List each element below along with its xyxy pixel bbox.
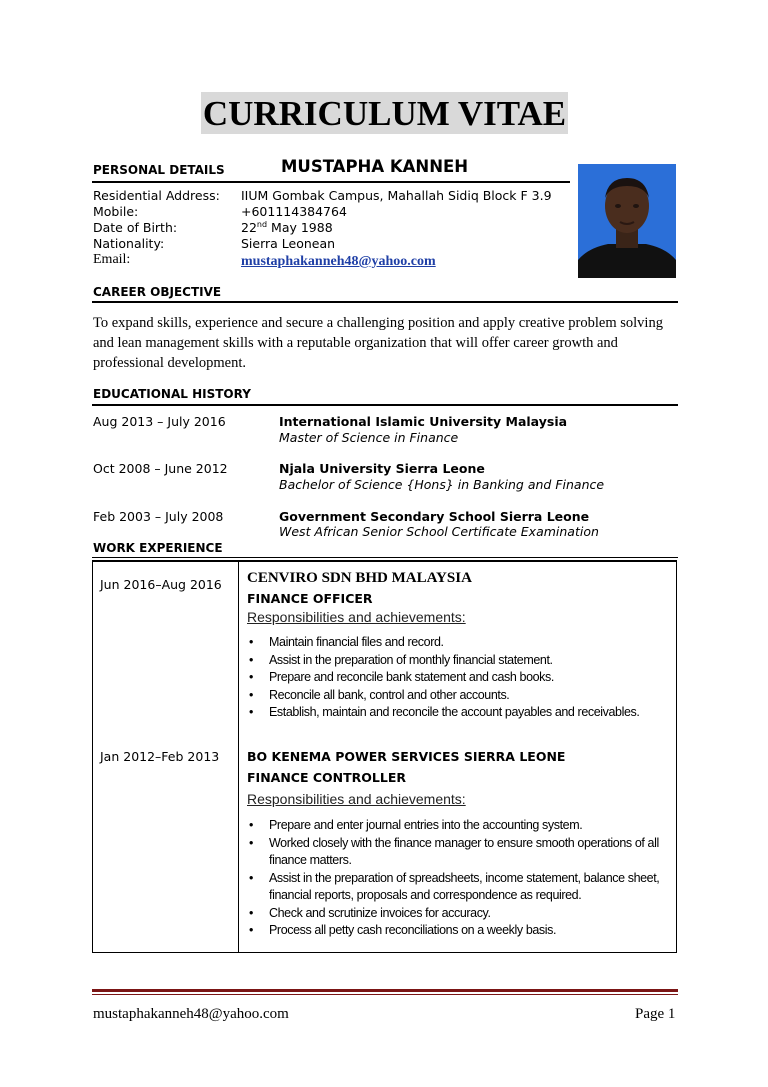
work-table-column-divider	[238, 560, 239, 953]
edu-date-2: Oct 2008 – June 2012	[93, 461, 228, 476]
email-value[interactable]: mustaphakanneh48@yahoo.com	[241, 254, 436, 269]
list-item: • Assist in the preparation of monthly financial statement.	[247, 652, 677, 670]
dob-day: 22	[241, 220, 257, 235]
job-resp-label-2: Responsibilities and achievements:	[247, 791, 466, 807]
list-item: • Worked closely with the finance manager to ensure smooth operations of all finance matters.	[247, 835, 677, 870]
list-item: • Prepare and enter journal entries into the accounting system.	[247, 817, 677, 835]
job-resp-label-1: Responsibilities and achievements:	[247, 609, 466, 625]
objective-divider	[92, 301, 678, 303]
list-item: • Prepare and reconcile bank statement and cash books.	[247, 669, 677, 687]
job-responsibilities-2	[247, 817, 677, 940]
education-divider	[92, 404, 678, 406]
edu-degree-2: Bachelor of Science {Hons} in Banking and Finance	[279, 477, 605, 492]
list-item: • Establish, maintain and reconcile the account payables and receivables.	[247, 704, 677, 722]
footer-rule-thin	[92, 994, 678, 995]
job-title-1: FINANCE OFFICER	[247, 591, 373, 606]
personal-details-heading: PERSONAL DETAILS	[93, 163, 225, 177]
personal-divider	[92, 181, 570, 183]
list-item: • Process all petty cash reconciliations on a weekly basis.	[247, 922, 677, 940]
footer-email: mustaphakanneh48@yahoo.com	[93, 1006, 289, 1022]
email-link[interactable]	[241, 252, 436, 270]
career-objective-text: To expand skills, experience and secure a challenging position and apply creative problem solving and lean management skills with a reputable organization that will offer career growth and professional development.	[93, 315, 663, 371]
job-title-2: FINANCE CONTROLLER	[247, 770, 406, 785]
dob-suffix: nd	[256, 219, 268, 229]
candidate-name: MUSTAPHA KANNEH	[281, 157, 469, 176]
work-divider	[92, 557, 678, 558]
job-responsibilities-1	[247, 634, 677, 722]
education-heading: EDUCATIONAL HISTORY	[93, 387, 251, 401]
profile-photo	[578, 164, 676, 278]
email-label: Email:	[93, 252, 131, 267]
list-item: • Reconcile all bank, control and other accounts.	[247, 687, 677, 705]
work-experience-heading: WORK EXPERIENCE	[93, 541, 223, 555]
mobile-value: +601114384764	[241, 204, 347, 219]
edu-degree-3: West African Senior School Certificate Examination	[279, 524, 599, 539]
career-objective-heading: CAREER OBJECTIVE	[93, 285, 222, 299]
nationality-label: Nationality:	[93, 236, 165, 251]
job-company-2: BO KENEMA POWER SERVICES SIERRA LEONE	[247, 749, 566, 764]
edu-school-3: Government Secondary School Sierra Leone	[279, 509, 590, 524]
portrait-image	[578, 164, 676, 278]
nationality-value: Sierra Leonean	[241, 236, 336, 251]
address-value: IIUM Gombak Campus, Mahallah Sidiq Block F 3.9	[241, 188, 552, 203]
job-date-1: Jun 2016–Aug 2016	[100, 577, 222, 592]
list-item: • Check and scrutinize invoices for accuracy.	[247, 905, 677, 923]
edu-date-3: Feb 2003 – July 2008	[93, 509, 224, 524]
dob-value	[241, 220, 571, 236]
dob-rest: May 1988	[267, 220, 333, 235]
job-date-2: Jan 2012–Feb 2013	[100, 749, 220, 764]
page-number: Page 1	[635, 1006, 676, 1022]
dob-label: Date of Birth:	[93, 220, 178, 235]
job-company-1: CENVIRO SDN BHD MALAYSIA	[247, 570, 472, 586]
footer-rule-thick	[92, 989, 678, 992]
list-item: • Assist in the preparation of spreadsheets, income statement, balance sheet, financial reports, proposals and correspondence as required.	[247, 870, 677, 905]
edu-date-1: Aug 2013 – July 2016	[93, 414, 226, 429]
edu-school-2: Njala University Sierra Leone	[279, 461, 485, 476]
cv-title: CURRICULUM VITAE	[202, 94, 567, 133]
edu-degree-1: Master of Science in Finance	[279, 430, 459, 445]
list-item: • Maintain financial files and record.	[247, 634, 677, 652]
edu-school-1: International Islamic University Malaysia	[279, 414, 568, 429]
mobile-label: Mobile:	[93, 204, 139, 219]
address-label: Residential Address:	[93, 188, 220, 203]
